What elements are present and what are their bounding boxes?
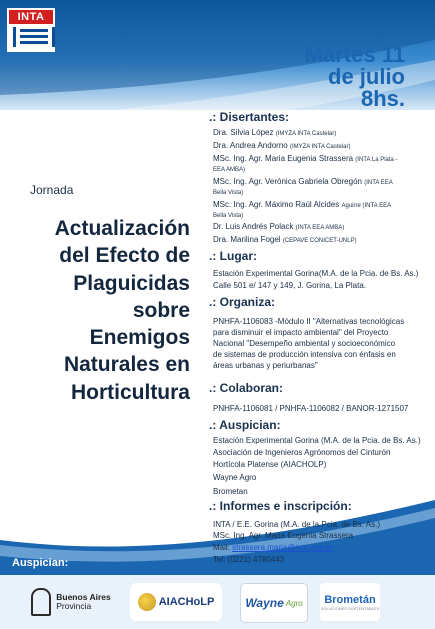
event-title (12, 215, 190, 406)
speaker-line: Bella Vista) (213, 190, 244, 196)
title-line: Plaguicidas (73, 271, 190, 295)
speaker-line: Bella Vista) (213, 213, 244, 219)
speaker-line: MSc. Ing. Agr. Maria Eugenia Strassera (INTA La Plata - (213, 154, 398, 163)
auspician-line: Brometan (213, 487, 248, 496)
speaker-line: Dr. Luis Andrés Polack (INTA EEA AMBA) (213, 222, 345, 231)
inta-logo-text: INTA (9, 10, 53, 24)
inta-logo (7, 8, 55, 52)
title-line: Horticultura (70, 380, 190, 404)
organiza-line: áreas urbanas y periurbanas" (213, 361, 318, 370)
informes-line: INTA / E.E. Gorina (M.A. de la Pcia. de Bs. As.) (213, 520, 381, 529)
auspician-line: Asociación de Ingenieros Agrónomos del Cinturón (213, 448, 391, 457)
organiza-line: de sistemas de producción intensiva con énfasis en (213, 350, 396, 359)
email-link[interactable]: strassera.maria@inta.gob.ar (232, 543, 334, 552)
wayne-agro-logo: Wayne Agro (240, 583, 308, 623)
date-line-time: 8hs. (360, 86, 405, 111)
buenos-aires-icon (31, 588, 51, 616)
informes-line: MSc. Ing. Agr. Maria Eugenia Strassera (213, 531, 354, 540)
auspician-line: Wayne Agro (213, 473, 257, 482)
speaker-line: EEA AMBA) (213, 167, 246, 173)
date-line-day: Martes 11 (304, 42, 405, 67)
aiacholp-icon (138, 593, 156, 611)
title-line: Actualización (54, 217, 190, 240)
footer-auspician-label: Auspician: (12, 557, 69, 569)
sponsor-logos (0, 575, 435, 629)
colaboran-heading: .: Colaboran: (209, 381, 283, 395)
speaker-line: MSc. Ing. Agr. Máximo Raúl Alcides Aguirre (INTA EEA (213, 200, 392, 209)
speaker-line: MSc. Ing. Agr. Verónica Gabriela Obregón (INTA EEA (213, 177, 393, 186)
lugar-heading: .: Lugar: (209, 249, 257, 263)
event-date (305, 44, 405, 110)
informes-tel: Tel: (0221) 4780443 (213, 555, 285, 564)
title-line: del Efecto de (59, 244, 190, 268)
jornada-label: Jornada (30, 183, 74, 197)
informes-heading: .: Informes e inscripción: (209, 499, 352, 513)
speaker-line: Dra. Marilina Fogel (CEPAVE CONICET-UNLP) (213, 235, 357, 244)
inta-logo-mark (13, 27, 55, 47)
date-line-month: de julio (328, 64, 405, 89)
buenos-aires-logo: Buenos Aires Provincia (30, 583, 112, 621)
disertantes-heading: .: Disertantes: (209, 110, 290, 124)
colaboran-line: PNHFA-1106081 / PNHFA-1106082 / BANOR-1271507 (213, 404, 409, 413)
organiza-heading: .: Organiza: (209, 295, 276, 309)
organiza-line: Nacional "Desempeño ambiental y socioeconómico (213, 339, 396, 348)
auspician-line: Hortícola Platense (AIACHOLP) (213, 460, 327, 469)
aiacholp-logo: AIACHoLP (130, 583, 222, 621)
lugar-line: Estación Experimental Gorina(M.A. de la Pcia. de Bs. As.) (213, 269, 419, 278)
speaker-line: Dra. Silvia López (IMYZA INTA Castelar) (213, 128, 337, 137)
organiza-line: para disminuir el impacto ambiental" del Proyecto (213, 328, 389, 337)
lugar-line: Calle 501 e/ 147 y 149, J. Gorina, La Plata. (213, 281, 366, 290)
organiza-line: PNHFA-1106083 -Módulo II "Alternativas tecnológicas (213, 317, 405, 326)
auspician-line: Estación Experimental Gorina (M.A. de la Pcia. de Bs. As.) (213, 436, 421, 445)
title-line: Enemigos (89, 326, 190, 350)
informes-mail-line: Mail: strassera.maria@inta.gob.ar (213, 543, 334, 552)
brometan-logo: Brometán SOLUCIONES SUSTENTABLES (320, 583, 380, 621)
title-line: Naturales en (63, 353, 190, 377)
title-line: sobre (132, 298, 190, 322)
speaker-line: Dra. Andrea Andorno (IMYZA INTA Castelar) (213, 141, 351, 150)
auspician-heading: .: Auspician: (209, 418, 281, 432)
